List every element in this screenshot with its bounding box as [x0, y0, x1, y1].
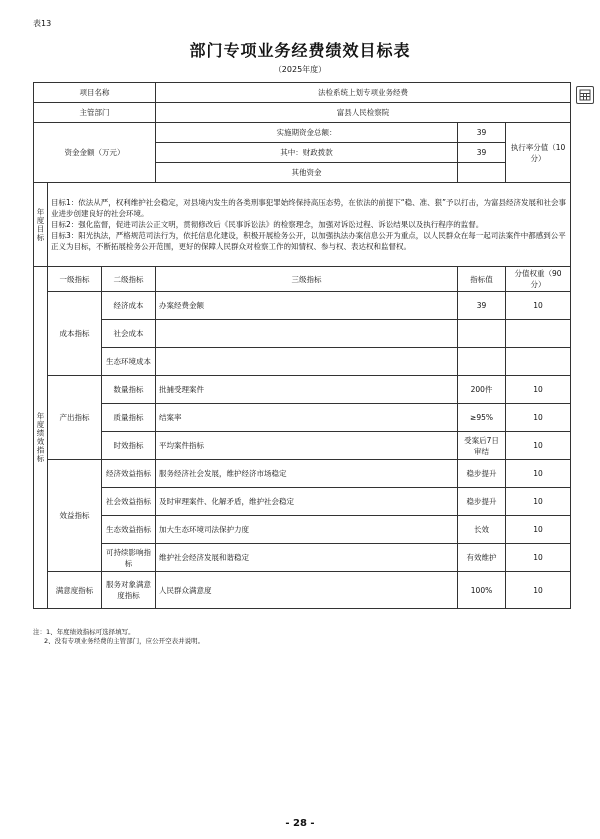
level3-cell: 维护社会经济发展和谐稳定 [156, 544, 458, 572]
level3-cell [156, 348, 458, 376]
header-value: 指标值 [458, 267, 506, 292]
header-level1: 一级指标 [48, 267, 102, 292]
level2-cell: 质量指标 [102, 404, 156, 432]
level3-cell: 结案率 [156, 404, 458, 432]
value-cell [458, 320, 506, 348]
funds-total-label: 实施期资金总额： [156, 123, 458, 143]
level1-satisfaction: 满意度指标 [48, 572, 102, 609]
funds-fiscal-value: 39 [458, 143, 506, 163]
annual-goals [48, 183, 571, 267]
level3-cell: 人民群众满意度 [156, 572, 458, 609]
perf-label: 年度绩效指标 [34, 267, 48, 609]
dept-label: 主管部门 [34, 103, 156, 123]
header-weight: 分值权重（90分） [506, 267, 571, 292]
funds-other-label: 其他资金 [156, 163, 458, 183]
value-cell: 稳步提升 [458, 488, 506, 516]
value-cell: 200件 [458, 376, 506, 404]
weight-cell [506, 320, 571, 348]
level1-output: 产出指标 [48, 376, 102, 460]
level3-cell: 及时审理案件、化解矛盾，维护社会稳定 [156, 488, 458, 516]
fiscal-year: （2025年度） [273, 65, 327, 74]
value-cell: 长效 [458, 516, 506, 544]
value-cell: 100% [458, 572, 506, 609]
level1-benefit: 效益指标 [48, 460, 102, 572]
level3-cell: 平均案件指标 [156, 432, 458, 460]
weight-cell: 10 [506, 432, 571, 460]
level3-cell: 服务经济社会发展，维护经济市场稳定 [156, 460, 458, 488]
note-item: 注：1、年度绩效指标可选择填写。 [33, 628, 135, 636]
exec-score-label: 执行率分值（10分） [506, 123, 571, 183]
level2-cell: 经济效益指标 [102, 460, 156, 488]
project-name-value: 法检系统上划专项业务经费 [156, 83, 571, 103]
level2-cell: 数量指标 [102, 376, 156, 404]
value-cell: 39 [458, 292, 506, 320]
weight-cell: 10 [506, 516, 571, 544]
funds-other-value [458, 163, 506, 183]
weight-cell: 10 [506, 544, 571, 572]
level3-cell: 加大生态环境司法保护力度 [156, 516, 458, 544]
project-name-label: 项目名称 [34, 83, 156, 103]
value-cell: 受案后7日审结 [458, 432, 506, 460]
value-cell: ≥95% [458, 404, 506, 432]
table-view-icon[interactable] [576, 86, 594, 104]
level2-cell: 生态效益指标 [102, 516, 156, 544]
level2-cell: 服务对象满意度指标 [102, 572, 156, 609]
level3-cell [156, 320, 458, 348]
weight-cell: 10 [506, 376, 571, 404]
weight-cell: 10 [506, 572, 571, 609]
note-item: 2、没有专项业务经费的主管部门，应公开空表并说明。 [44, 637, 205, 645]
level1-cost: 成本指标 [48, 292, 102, 376]
dept-value: 富县人民检察院 [156, 103, 571, 123]
form-tag: 表13 [33, 19, 52, 28]
funds-label: 资金金额（万元） [34, 123, 156, 183]
funds-fiscal-label: 其中：财政拨款 [156, 143, 458, 163]
page-title: 部门专项业务经费绩效目标表 [189, 41, 411, 60]
header-level3: 三级指标 [156, 267, 458, 292]
level2-cell: 社会成本 [102, 320, 156, 348]
level2-cell: 时效指标 [102, 432, 156, 460]
value-cell [458, 348, 506, 376]
level2-cell: 经济成本 [102, 292, 156, 320]
level2-cell: 可持续影响指标 [102, 544, 156, 572]
weight-cell [506, 348, 571, 376]
header-level2: 二级指标 [102, 267, 156, 292]
level2-cell: 社会效益指标 [102, 488, 156, 516]
funds-total-value: 39 [458, 123, 506, 143]
value-cell: 有效维护 [458, 544, 506, 572]
weight-cell: 10 [506, 488, 571, 516]
goal-item: 目标1：依法从严，权利维护社会稳定，对县境内发生的各类刑事犯罪始终保持高压态势，在依法的前提下“稳、准、狠”予以打击，为富县经济发展和社会事业进步创建良好的社会环境。 [51, 198, 567, 218]
performance-target-table [33, 82, 571, 609]
page-number: - 28 - [285, 818, 315, 829]
weight-cell: 10 [506, 460, 571, 488]
value-cell: 稳步提升 [458, 460, 506, 488]
goal-item: 目标3：阳光执法，严格规范司法行为，依托信息化建设，积极开展检务公开，以加强执法办案信息公开为重点，以人民群众在每一起司法案件中都感到公平正义为目标，不断拓展检务公开范围，更好的保障人民群众对检察工作的知情权、参与权、表达权和监督权。 [51, 231, 566, 251]
weight-cell: 10 [506, 404, 571, 432]
annual-goal-label: 年度目标 [34, 183, 48, 267]
goal-item: 目标2：强化监督，促进司法公正文明，贯彻修改后《民事诉讼法》的检察理念，加强对诉讼过程、诉讼结果以及执行程序的监督。 [51, 220, 484, 229]
level3-cell: 办案经费金额 [156, 292, 458, 320]
level3-cell: 批捕受理案件 [156, 376, 458, 404]
weight-cell: 10 [506, 292, 571, 320]
level2-cell: 生态环境成本 [102, 348, 156, 376]
footnotes [33, 628, 204, 646]
